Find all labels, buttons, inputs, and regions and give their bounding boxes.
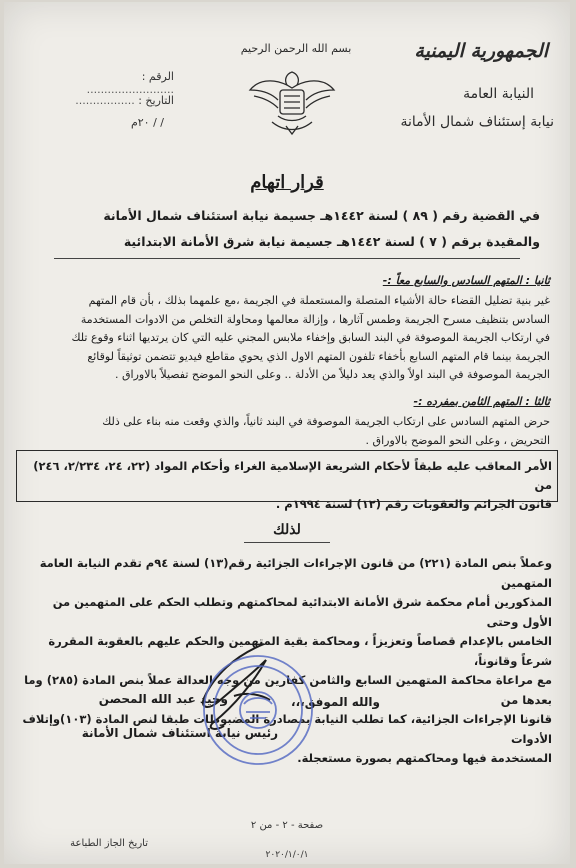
section2-line: الجريمة الموصوفة في البند اولاً والذي يعد دليلاً من الأدلة .. وعلى النحو الموضح تفصيلاً بالاوراق . [114, 368, 550, 381]
conclusion-line: وعملاً بنص المادة (٢٢١) من قانون الإجراءات الجزائية رقم(١٣) لسنة ٩٤م تقدم النيابة العامة المتهمين [39, 556, 552, 590]
section2-line: في ارتكاب الجريمة الموصوفة في البند السابق وإخفاء ملابس المجني عليه التي كان يرتديها اثناء وقوع تلك [71, 331, 550, 344]
page-number: صفحة - ٢ - من ٢ [250, 820, 324, 831]
basmala: بسم الله الرحمن الرحيم [240, 42, 352, 55]
conclusion-line: مع مراعاة محاكمة المتهمين السابع والثامن كفارين من وجه العدالة عملاً بنص المادة (٢٨٥) وما بعدها من [24, 673, 552, 707]
section2-line: الجريمة بينما قام المتهم السابع بأخفاء تلفون المتهم الاول الذي يحوي مقاطع فيديو تتضمن توثيقاً لوقائع [87, 349, 550, 363]
document-page [4, 2, 570, 864]
case-line-2: والمقيدة برقم ( ٧ ) لسنة ١٤٤٢هـ جسيمة نيابة شرق الأمانة الابتدائية [123, 234, 540, 249]
therefore-heading: لذلك [273, 522, 301, 538]
official-stamp [200, 652, 316, 768]
section3-body [20, 413, 550, 450]
org-name: الجمهورية اليمنية [414, 40, 548, 62]
section3-heading: ثالثا : المتهم الثامن بمفرده :- [413, 395, 550, 408]
closing-text: والله الموفق،،، [291, 695, 380, 709]
section3-line: حرض المتهم السادس على ارتكاب الجريمة الموصوفة في البند ثانياً، والذي وقعت منه بناء على ذلك [102, 415, 550, 428]
date-label: التاريخ : [138, 94, 174, 107]
date-value: / / ٢٠م [130, 116, 164, 129]
legal-line: قانون الجرائم والعقوبات رقم (١٢) لسنة ١٩٩٤م . [275, 497, 552, 511]
case-line-1: في القضية رقم ( ٨٩ ) لسنة ١٤٤٢هـ جسيمة نيابة استئناف شمال الأمانة [103, 208, 540, 223]
number-dots: ......................... [86, 83, 174, 96]
section2-heading: ثانيا : المتهم السادس والسابع معاً :- [382, 274, 550, 287]
decision-title: قرار اتهام [250, 172, 324, 193]
section3-line: التحريض ، وعلى النحو الموضح بالاوراق . [365, 433, 550, 447]
section2-line: غير بنية تضليل القضاء حالة الأشياء المتصلة والمستعملة في الجريمة ،مع علمهما بذلك ، بأن قام المتهم [88, 294, 550, 307]
number-label: الرقم : [141, 70, 174, 83]
print-date: ٢٠٢٠/١/٠/١ [265, 850, 309, 860]
signer-name: وحيد عبد الله المحصن [98, 692, 228, 706]
title-divider [54, 258, 520, 259]
therefore-underline [244, 542, 330, 543]
date-dots: ................. [75, 94, 135, 107]
signer-title: رئيس نيابة استئناف شمال الأمانة [81, 726, 278, 740]
section2-body [20, 292, 550, 385]
legal-line: الأمر المعاقب عليه طبقاً لأحكام الشريعة الإسلامية الغراء وأحكام المواد (٢٢، ٢٤، ٢/٢٣٤، ٢٤٦) من [33, 459, 552, 492]
conclusion-line: المذكورين أمام محكمة شرق الأمانة الابتدائية لمحاكمتهم وتطلب الحكم على المتهمين من الأول وحتى [52, 595, 552, 629]
national-emblem-icon [242, 60, 342, 140]
conclusion-line: قانونا الإجراءات الجزائية، كما تطلب النيابة بمصادرة المضبوطات طبقا لنص المادة (١٠٣)وإتلاف الأدوات [22, 712, 552, 746]
print-label: تاريخ الجاز الطباعة [70, 838, 148, 849]
number-field [64, 70, 174, 96]
date-field [64, 94, 174, 107]
conclusion-line: الخامس بالإعدام قصاصاً وتعزيزاً ، ومحاكمة بقية المتهمين والحكم عليهم بالعقوبة المقررة شرعاً وقانوناً، [48, 634, 552, 668]
conclusion-line: المستخدمة فيها ومحاكمتهم بصورة مستعجلة. [297, 751, 552, 765]
legal-box-text [24, 457, 552, 514]
org-line3: نيابة إستئناف شمال الأمانة [400, 114, 554, 130]
org-line2: النيابة العامة [463, 86, 534, 102]
section2-line: السادس بتنظيف مسرح الجريمة وطمس آثارها ، وإزالة معالمها ومحاولة التخلص من الادوات المستخدمة [80, 312, 550, 326]
